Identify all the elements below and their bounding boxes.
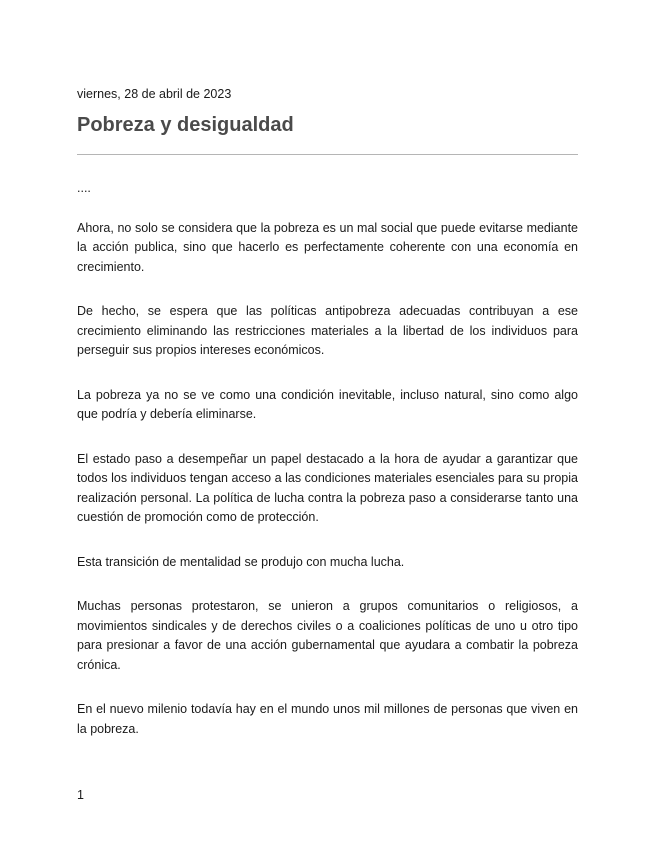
paragraph-5: Esta transición de mentalidad se produjo con mucha lucha. xyxy=(77,554,405,569)
post-title: Pobreza y desigualdad xyxy=(77,114,294,136)
paragraph-1: Ahora, no solo se considera que la pobreza es un mal social que puede evitarse mediante la acción publica, sino que hacerlo es perfectamente coherente con una economía en crecimiento. xyxy=(77,220,578,274)
paragraph-7: En el nuevo milenio todavía hay en el mundo unos mil millones de personas que viven en la pobreza. xyxy=(77,702,578,736)
post-body xyxy=(77,179,578,764)
page-number: 1 xyxy=(77,788,84,802)
paragraph-6: Muchas personas protestaron, se unieron a grupos comunitarios o religiosos, a movimientos sindicales y de derechos civiles o a coaliciones políticas de uno u otro tipo para presionar a favor de una acción gubernamental que ayudara a combatir la pobreza crónica. xyxy=(77,599,578,672)
post-date: viernes, 28 de abril de 2023 xyxy=(77,87,232,101)
paragraph-2: De hecho, se espera que las políticas antipobreza adecuadas contribuyan a ese crecimiento eliminando las restricciones materiales a la libertad de los individuos para perseguir sus propios intereses económicos. xyxy=(77,304,578,357)
intro-ellipsis: .... xyxy=(77,181,91,195)
paragraph-3: La pobreza ya no se ve como una condición inevitable, incluso natural, sino como algo que podría y debería eliminarse. xyxy=(77,387,578,421)
paragraph-4: El estado paso a desempeñar un papel destacado a la hora de ayudar a garantizar que todos los individuos tengan acceso a las condiciones materiales esenciales para su propia realización personal. La política de lucha contra la pobreza paso a considerarse tanto una cuestión de promoción como de protección. xyxy=(77,451,578,524)
title-divider xyxy=(77,154,578,155)
